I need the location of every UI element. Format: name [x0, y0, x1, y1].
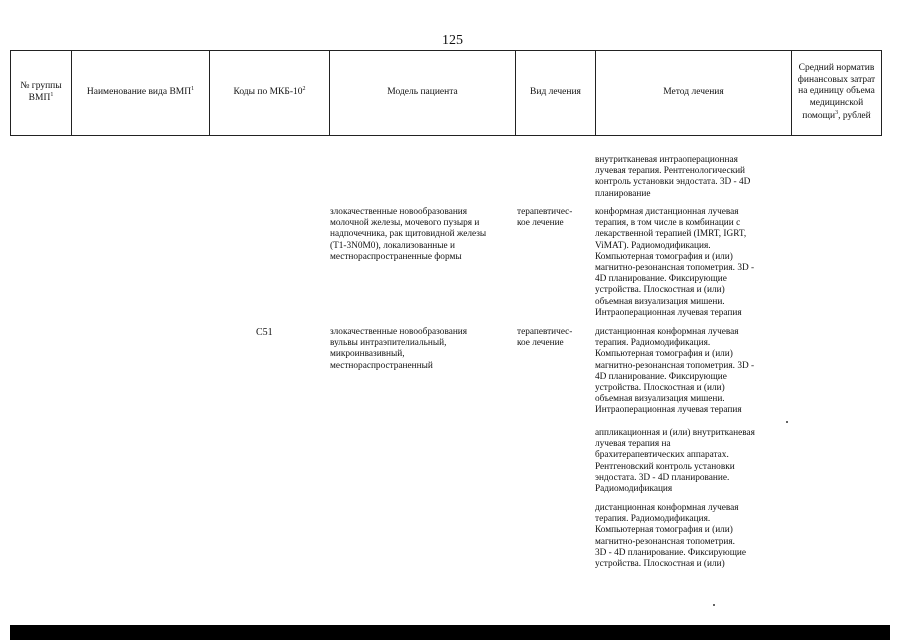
header-icd-codes: Коды по МКБ-$10^2$ — [210, 51, 330, 136]
scan-speck — [786, 421, 788, 423]
method-cell: дистанционная конформная лучевая терапия. Радиомодификация. Компьютерная томография и (или) магнитно-резонансная топометрия. 3D - 4D планирование. Фиксирующие устройства. Плоскостная и (или) — [595, 503, 746, 570]
treatment-type-cell: терапевтичес- кое лечение — [517, 327, 573, 349]
method-cell: конформная дистанционная лучевая терапия, в том числе в комбинации с лекарственной терапией (IMRT, IGRT, ViMAT). Радиомодификация. Компьютерная томография и (или) магнитно-резонансная топометрия. 3D - 4D планирование. Фиксирующие устройства. Плоскостная и (или) объемная визуализация мишени. Интраоперационная лучевая терапия — [595, 207, 755, 318]
header-treatment-method: Метод лечения — [596, 51, 792, 136]
page-number: 125 — [442, 33, 463, 48]
scan-edge-bar — [10, 625, 890, 640]
method-cell: аппликационная и (или) внутритканевая лучевая терапия на брахитерапевтических аппаратах. Рентгеновский контроль установки эндостата. 3D - 4D планирование. Радиомодификация — [595, 428, 755, 495]
header-patient-model: Модель пациента — [330, 51, 516, 136]
method-cell: внутритканевая интраоперационная лучевая терапия. Рентгенологический контроль установки эндостата. 3D - 4D планирование — [595, 155, 751, 199]
treatment-type-cell: терапевтичес- кое лечение — [517, 207, 573, 229]
patient-model-cell: злокачественные новообразования вульвы интраэпителиальный, микроинвазивный, местнораспространенный — [330, 327, 468, 371]
header-average-cost: Средний норматив финансовых затрат на единицу объема медицинской помощи$^3$, рублей — [792, 51, 882, 136]
header-treatment-type: Вид лечения — [516, 51, 596, 136]
header-vmp-name: Наименование вида ВМП$^1$ — [72, 51, 210, 136]
patient-model-cell: злокачественные новообразования молочной железы, мочевого пузыря и надпочечника, рак щитовидной железы (T1-3N0M0), локализованные и местнораспространенные формы — [330, 207, 487, 262]
header-group-number: № группы ВМП$^1$ — [11, 51, 72, 136]
method-cell: дистанционная конформная лучевая терапия. Радиомодификация. Компьютерная томография и (или) магнитно-резонансная топометрия. 3D - 4D планирование. Фиксирующие устройства. Плоскостная и (или) объемная визуализация мишени. Интраоперационная лучевая терапия — [595, 327, 755, 416]
scan-speck — [713, 604, 715, 606]
table-header — [10, 50, 882, 136]
icd-code-cell: C51 — [256, 327, 273, 338]
